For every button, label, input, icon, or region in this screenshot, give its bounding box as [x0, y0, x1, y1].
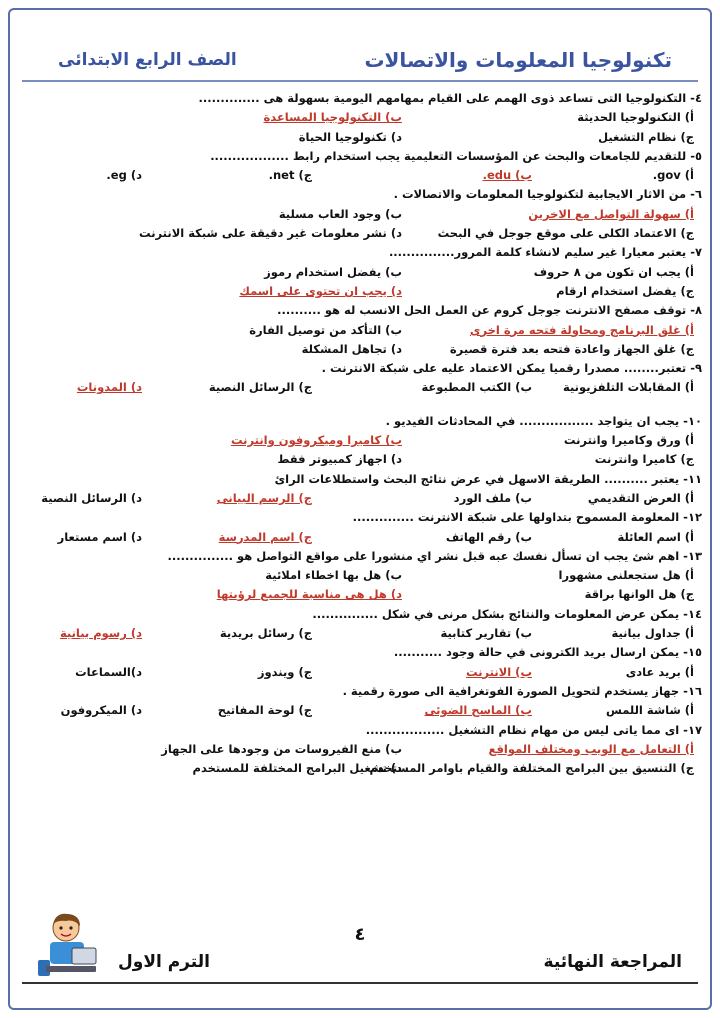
question-row [22, 186, 702, 205]
question-text: ١٣- اهم شئ يجب ان تسأل نفسك عبه قبل نشر اي منشورا على مواقع التواصل هو ............... [167, 548, 702, 563]
answer-option: د) المدونات [76, 380, 142, 395]
question-text: ٨- توقف مصفح الانترنت جوجل كروم عن العمل الحل الانسب له هو .......... [277, 303, 702, 318]
question-row [22, 90, 702, 109]
answer-option: د) يجب ان تحتوى على اسمك [239, 283, 402, 298]
options-row [22, 341, 702, 360]
options-row [22, 129, 702, 148]
options-row [22, 760, 702, 779]
options-row [22, 567, 702, 586]
option: أ) شاشة اللمس [605, 703, 694, 718]
option: أ) اسم العائلة [617, 529, 694, 544]
option: ج) هل الوانها براقة [584, 587, 694, 602]
question-row [22, 683, 702, 702]
question-row [22, 360, 702, 379]
grade-title: الصف الرابع الابتدائى [58, 50, 237, 70]
question-text: ١١- يعتبر .......... الطريقة الاسهل في عرض نتائج البحث واستطلاعات الرائ [274, 471, 702, 486]
term-label: الترم الاول [118, 952, 210, 972]
option: ب) منع الفيروسات من وجودها على الجهاز [161, 741, 402, 756]
option: أ) التكنولوجيا الحديثة [577, 110, 694, 125]
question-row [22, 302, 702, 321]
question-text: ١٢- المعلومة المسموح بتداولها على شبكة الانترنت .............. [352, 510, 702, 525]
option: أ) gov. [652, 168, 694, 183]
options-row [22, 490, 702, 509]
question-row [22, 509, 702, 528]
option: ب) هل بها اخطاء املائية [265, 568, 402, 583]
option: أ) بريد عادى [625, 664, 694, 679]
options-row [22, 586, 702, 605]
option: د) تشغيل البرامج المختلفة للمستخدم [192, 761, 402, 776]
options-row [22, 451, 702, 470]
footer-divider [22, 982, 698, 984]
questions-list [22, 90, 702, 779]
option: أ) ورق وكاميرا وانترنت [563, 433, 694, 448]
option: أ) يجب ان تكون من ٨ حروف [533, 264, 694, 279]
answer-option: ج) الرسم البيانى [216, 490, 312, 505]
option: أ) هل ستجعلنى مشهورا [558, 568, 694, 583]
question-text: ٧- يعتبر معيارا غير سليم لانشاء كلمة المرور............... [388, 245, 702, 260]
option: د) اجهاز كمبيوتر فقط [277, 452, 402, 467]
options-row [22, 702, 702, 721]
question-text: ٦- من الاثار الايجابية لتكنولوجيا المعلومات والاتصالات . [393, 187, 702, 202]
option: د) eg. [106, 168, 142, 183]
option: أ) المقابلات التلفزيونية [563, 380, 694, 395]
option: ب) وجود العاب مسلية [278, 206, 402, 221]
option: ج) الرسائل النصية [208, 380, 312, 395]
answer-option: أ) سهولة التواصل مع الاخرين [528, 206, 694, 221]
answer-option: أ) غلق البرنامج ومحاولة فتحه مرة اخرى [469, 322, 694, 337]
option: ج) نظام التشغيل [598, 129, 694, 144]
student-clipart-icon [36, 910, 100, 980]
option: ج) ويندوز [257, 664, 312, 679]
option: د) نشر معلومات غير دقيقة على شبكة الانترنت [139, 226, 402, 241]
options-row [22, 625, 702, 644]
option: د) اسم مستعار [57, 529, 142, 544]
option: ج) غلق الجهاز واعادة فتحه بعد فترة قصيرة [449, 341, 694, 356]
options-row [22, 529, 702, 548]
question-row [22, 413, 702, 432]
page-footer [8, 916, 712, 1006]
option: د) الرسائل النصية [41, 490, 142, 505]
question-text: ١٧- اى مما ياتى ليس من مهام نظام التشغيل .................. [365, 722, 702, 737]
option: ج) لوحة المفاتيح [217, 703, 312, 718]
header-divider [22, 80, 698, 82]
question-row [22, 548, 702, 567]
question-text: ١٥- يمكن ارسال بريد الكترونى في حالة وجود ........... [393, 645, 702, 660]
option: ب) ملف الورد [453, 490, 532, 505]
question-row [22, 722, 702, 741]
option: ج) الاعتماد الكلى على موقع جوجل في البحث [437, 226, 694, 241]
answer-option: ب) الانترنت [466, 664, 532, 679]
option: ج) التنسيق بين البرامج المختلفة والقيام باوامر المستخدم [369, 761, 694, 776]
answer-option: ب) كاميرا وميكروفون وانترنت [231, 433, 402, 448]
question-row [22, 471, 702, 490]
option: ب) رقم الهاتف [445, 529, 532, 544]
option: ج) يفضل استخدام ارقام [556, 283, 694, 298]
options-row [22, 225, 702, 244]
worksheet-page [8, 8, 712, 1010]
review-label: المراجعة النهائية [543, 952, 682, 972]
answer-option: ب) الماسح الضوئى [424, 703, 532, 718]
subject-title: تكنولوجيا المعلومات والاتصالات [364, 48, 672, 72]
options-row [22, 167, 702, 186]
question-row [22, 244, 702, 263]
answer-option: ب) edu. [482, 168, 532, 183]
page-number: ٤ [354, 924, 366, 945]
option: د) تكنولوجيا الحياة [298, 129, 402, 144]
answer-option: د) هل هى مناسبة للجميع لرؤيتها [216, 587, 402, 602]
option: ب) تقارير كتابية [440, 626, 532, 641]
question-row [22, 606, 702, 625]
option: ب) يفضل استخدام رموز [264, 264, 402, 279]
options-row [22, 379, 702, 398]
option: أ) جداول بيانية [611, 626, 694, 641]
option: ج) net. [268, 168, 312, 183]
option: د) تجاهل المشكلة [301, 341, 402, 356]
option: ب) الكتب المطبوعة [421, 380, 532, 395]
question-row [22, 148, 702, 167]
options-row [22, 432, 702, 451]
question-text: ٤- التكنولوجيا التى تساعد ذوى الهمم على القيام بمهامهم اليومية بسهولة هى .............. [198, 91, 702, 105]
answer-option: ج) اسم المدرسة [218, 529, 312, 544]
answer-option: أ) التعامل مع الويب ومختلف المواقع [488, 741, 694, 756]
options-row [22, 741, 702, 760]
options-row [22, 109, 702, 128]
option: د)السماعات [75, 664, 142, 679]
options-row [22, 322, 702, 341]
options-row [22, 664, 702, 683]
option: ب) التأكد من توصيل الفارة [249, 322, 402, 337]
answer-option: ب) التكنولوجيا المساعدة [263, 110, 402, 125]
options-row [22, 206, 702, 225]
question-text: ١٦- جهاز يستخدم لتحويل الصورة الفوتغرافية الى صورة رقمية . [342, 683, 702, 698]
options-row [22, 264, 702, 283]
option: د) الميكروفون [60, 703, 142, 718]
question-row [22, 644, 702, 663]
option: أ) العرض التقديمي [587, 490, 694, 505]
question-text: ٥- للتقديم للجامعات والبحث عن المؤسسات التعليمية يجب استخدام رابط .................. [210, 148, 702, 163]
question-text: ١٠- يجب ان يتواجد ................. في المحادثات الفيديو . [385, 413, 702, 428]
question-text: ٩- تعتبر........ مصدرا رقميا يمكن الاعتماد عليه على شبكة الانترنت . [321, 361, 702, 376]
option: ج) رسائل بريدية [219, 626, 312, 641]
options-row [22, 283, 702, 302]
question-text: ١٤- يمكن عرض المعلومات والنتائج بشكل مرنى في شكل ............... [312, 606, 702, 621]
option: ج) كاميرا وانترنت [594, 452, 694, 467]
spacer [22, 399, 702, 413]
page-header [22, 44, 698, 80]
answer-option: د) رسوم بيانية [59, 626, 142, 641]
